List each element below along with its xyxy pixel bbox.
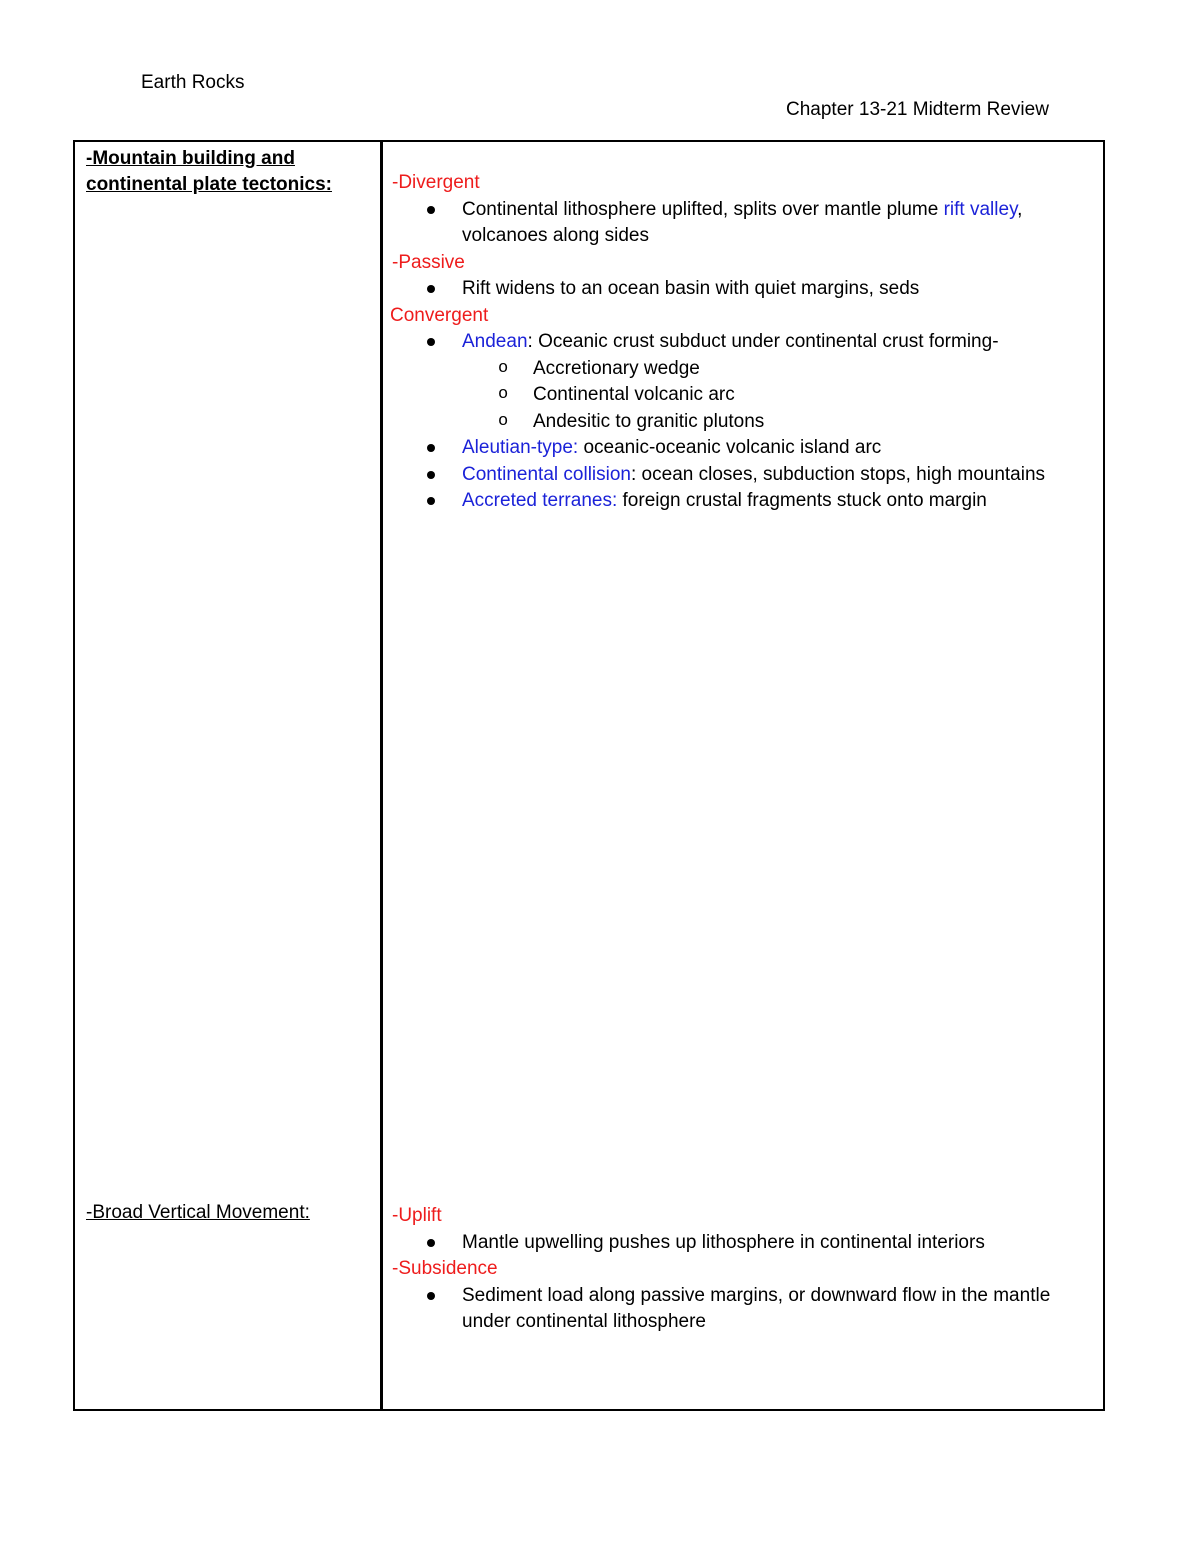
course-title: Earth Rocks: [141, 72, 245, 93]
list-item: [392, 462, 1082, 489]
chapter-title: Chapter 13-21 Midterm Review: [786, 99, 1049, 120]
heading-subsidence: -Subsidence: [392, 1258, 498, 1279]
column-divider: [380, 142, 383, 1409]
subsidence-list: [392, 1283, 1082, 1336]
heading-uplift: -Uplift: [392, 1205, 442, 1226]
topic-mountain-building: -Mountain building and continental plate tectonics:: [86, 148, 332, 195]
list-item: Rift widens to an ocean basin with quiet margins, seds: [392, 276, 1082, 303]
passive-list: [392, 276, 1082, 303]
divergent-list: [392, 197, 1082, 250]
bullet-text: Continental lithosphere uplifted, splits over mantle plume: [462, 198, 944, 220]
content-mountain-building: [392, 170, 1082, 515]
bullet-text: : ocean closes, subduction stops, high mountains: [631, 463, 1046, 485]
term-accreted-terranes: Accreted terranes:: [462, 490, 618, 511]
list-item: [392, 197, 1082, 250]
bullet-text: : Oceanic crust subduct under continental crust forming-: [527, 331, 999, 352]
term-rift-valley: rift valley: [943, 198, 1018, 220]
review-table: [73, 140, 1105, 1411]
content-broad-vertical-movement: [392, 1203, 1082, 1336]
sub-list-item: o Accretionary wedge: [392, 356, 1082, 383]
heading-passive: -Passive: [392, 251, 465, 273]
sub-list-item: o Andesitic to granitic plutons: [392, 409, 1082, 436]
topic-broad-vertical-movement: -Broad Vertical Movement:: [86, 1202, 310, 1223]
heading-convergent: Convergent: [390, 304, 489, 326]
list-item: [392, 488, 1082, 515]
heading-divergent: -Divergent: [392, 172, 480, 193]
bullet-text: , volcanoes along sides: [462, 198, 1023, 246]
list-item: Sediment load along passive margins, or downward flow in the mantle under continental lithosphere: [392, 1283, 1082, 1336]
term-aleutian: Aleutian-type:: [462, 437, 579, 458]
list-item: [392, 329, 1082, 356]
term-continental-collision: Continental collision: [462, 463, 631, 485]
uplift-list: [392, 1230, 1082, 1257]
list-item: [392, 435, 1082, 462]
term-andean: Andean: [462, 331, 528, 352]
sub-list-item: o Continental volcanic arc: [392, 382, 1082, 409]
convergent-list: [392, 329, 1082, 515]
bullet-text: oceanic-oceanic volcanic island arc: [578, 437, 882, 458]
bullet-text: foreign crustal fragments stuck onto margin: [617, 490, 987, 511]
list-item: Mantle upwelling pushes up lithosphere in continental interiors: [392, 1230, 1082, 1257]
